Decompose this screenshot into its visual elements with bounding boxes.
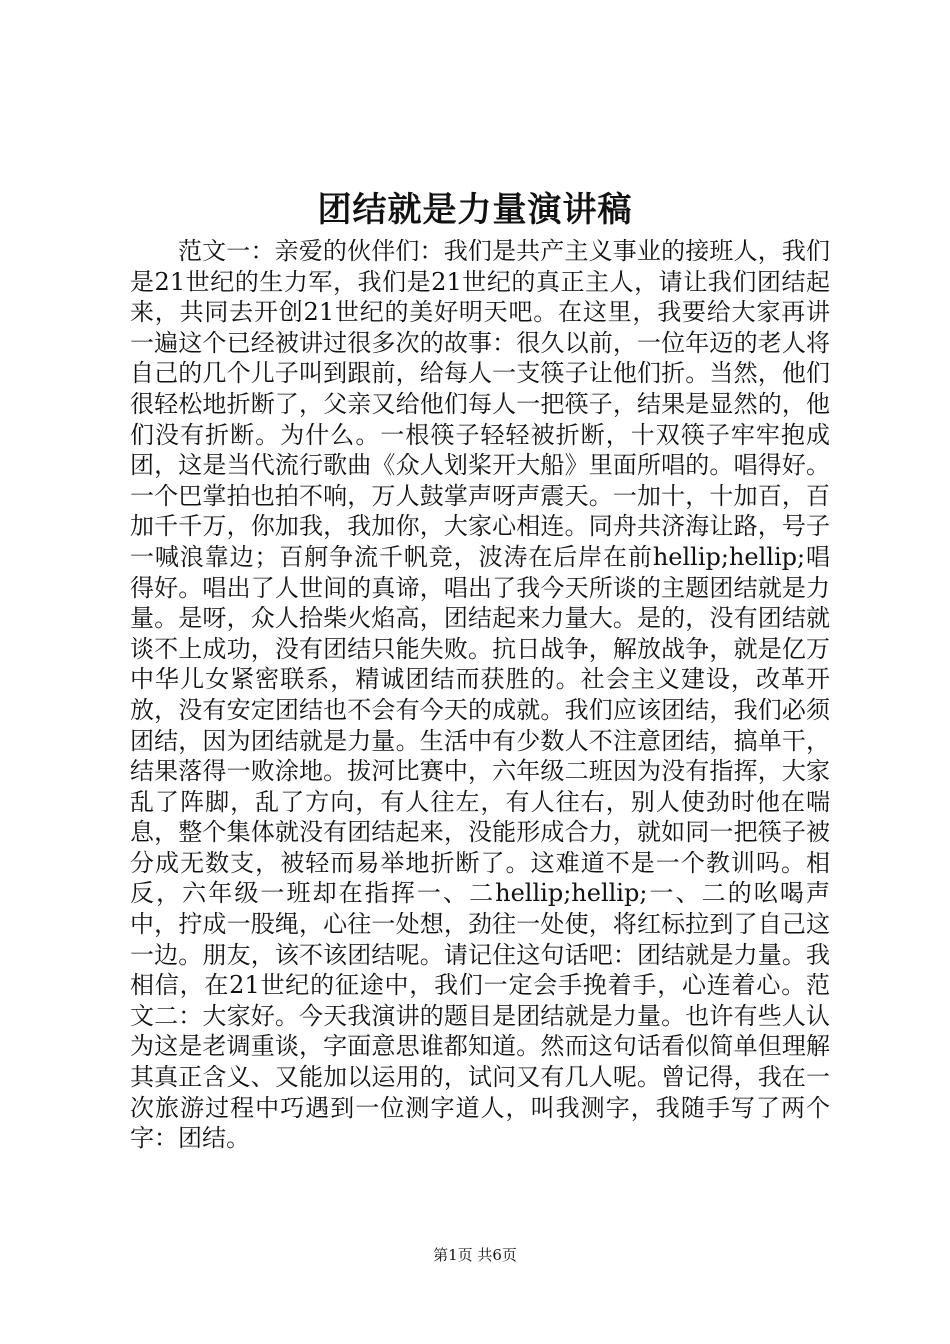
document-body: 范文一：亲爱的伙伴们：我们是共产主义事业的接班人，我们是21世纪的生力军，我们是21世纪的真正主人，请让我们团结起来，共同去开创21世纪的美好明天吧。在这里，我要给大家再讲一遍这个已经被讲过很多次的故事：很久以前，一位年迈的老人将自己的几个儿子叫到跟前，给每人一支筷子让他们折。当然，他们很轻松地折断了，父亲又给他们每人一把筷子，结果是显然的，他们没有折断。为什么。一根筷子轻轻被折断，十双筷子牢牢抱成团，这是当代流行歌曲《众人划桨开大船》里面所唱的。唱得好。一个巴掌拍也拍不响，万人鼓掌声呀声震天。一加十，十加百，百加千千万，你加我，我加你，大家心相连。同舟共济海让路，号子一喊浪靠边；百舸争流千帆竞，波涛在后岸在前hellip;hellip;唱得好。唱出了人世间的真谛，唱出了我今天所谈的主题团结就是力量。是呀，众人拾柴火焰高，团结起来力量大。是的，没有团结就谈不上成功，没有团结只能失败。抗日战争，解放战争，就是亿万中华儿女紧密联系，精诚团结而获胜的。社会主义建设，改革开放，没有安定团结也不会有今天的成就。我们应该团结，我们必须团结，因为团结就是力量。生活中有少数人不注意团结，搞单干，结果落得一败涂地。拔河比赛中，六年级二班因为没有指挥，大家乱了阵脚，乱了方向，有人往左，有人往右，别人使劲时他在喘息，整个集体就没有团结起来，没能形成合力，就如同一把筷子被分成无数支，被轻而易举地折断了。这难道不是一个教训吗。相反，六年级一班却在指挥一、二hellip;hellip;一、二的吆喝声中，拧成一股绳，心往一处想，劲往一处使，将红标拉到了自己这一边。朋友，该不该团结呢。请记住这句话吧：团结就是力量。我相信，在21世纪的征途中，我们一定会手挽着手，心连着心。范文二：大家好。今天我演讲的题目是团结就是力量。也许有些人认为这是老调重谈，字面意思谁都知道。然而这句话看似简单但理解其真正含义、又能加以运用的，试问又有几人呢。曾记得，我在一次旅游过程中巧遇到一位测字道人，叫我测字，我随手写了两个字：团结。 bbox=[130, 237, 830, 1153]
document-title: 团结就是力量演讲稿 bbox=[317, 190, 633, 230]
page-footer: 第1页 共6页 bbox=[433, 1246, 517, 1264]
